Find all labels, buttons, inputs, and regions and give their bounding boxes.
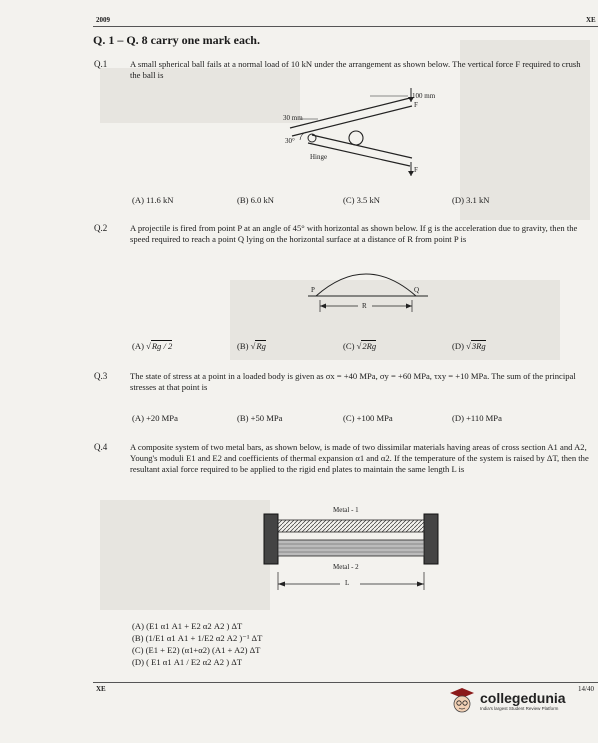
q1-force-top: F: [414, 101, 418, 109]
q3-number: Q.3: [94, 371, 108, 381]
footer-paper-code: XE: [96, 685, 106, 693]
q4-composite-bar-figure: [262, 512, 442, 594]
q2-option-c-prefix: (C): [343, 341, 355, 351]
q2-option-d-prefix: (D): [452, 341, 464, 351]
footer-page-number: 14/40: [578, 685, 594, 693]
q2-option-a-prefix: (A): [132, 341, 144, 351]
q4-option-d[interactable]: (D) ( E1 α1 A1 / E2 α2 A2 ) ΔT: [132, 657, 242, 667]
section-title: Q. 1 – Q. 8 carry one mark each.: [93, 33, 260, 47]
q1-option-c[interactable]: (C) 3.5 kN: [343, 195, 380, 205]
q4-length-label: L: [345, 579, 350, 587]
q1-option-a[interactable]: (A) 11.6 kN: [132, 195, 174, 205]
q3-option-a[interactable]: (A) +20 MPa: [132, 413, 178, 423]
q3-option-c[interactable]: (C) +100 MPa: [343, 413, 393, 423]
q2-option-d-radicand: 3Rg: [471, 341, 486, 351]
q3-text: The state of stress at a point in a loaded body is given as σx = +40 MPa, σy = +60 MPa, τxy = +10 MPa. The sum of the principal stresses at that point is: [130, 371, 576, 392]
watermark-brand: collegedunia: [480, 689, 566, 706]
q3-option-d[interactable]: (D) +110 MPa: [452, 413, 502, 423]
q2-option-b-prefix: (B): [237, 341, 249, 351]
q2-option-b[interactable]: (B) √Rg: [237, 341, 266, 351]
q4-number: Q.4: [94, 442, 108, 452]
q2-text: A projectile is fired from point P at an angle of 45° with horizontal as shown below. If g is the acceleration due to gravity, then the speed required to reach a point Q lying on the horizontal surface at a distance of R from point P is: [130, 223, 578, 244]
q4-metal1-label: Metal - 1: [333, 506, 359, 514]
q1-text: A small spherical ball fails at a normal load of 10 kN under the arrangement as shown below. The vertical force F required to crush the ball is: [130, 59, 581, 80]
q1-dim-left: 30 mm: [283, 114, 303, 122]
watermark-tagline: India's largest Student Review Platform: [480, 705, 559, 711]
q2-option-a-radicand: Rg / 2: [151, 341, 173, 351]
show-through-low: [100, 500, 270, 610]
year-label: 2009: [96, 16, 110, 24]
q1-angle: 30°: [285, 137, 295, 145]
paper-code-label: XE: [586, 16, 596, 24]
q2-option-b-radicand: Rg: [256, 341, 266, 351]
q1-dim-top: 100 mm: [412, 92, 436, 100]
q3-option-b[interactable]: (B) +50 MPa: [237, 413, 283, 423]
q2-number: Q.2: [94, 223, 108, 233]
q1-number: Q.1: [94, 59, 108, 69]
q4-option-a[interactable]: (A) (E1 α1 A1 + E2 α2 A2 ) ΔT: [132, 621, 243, 631]
q4-metal2-label: Metal - 2: [333, 563, 359, 571]
graduate-mascot-icon: [447, 685, 477, 715]
q2-option-a[interactable]: (A) √Rg / 2: [132, 341, 173, 351]
q1-option-d[interactable]: (D) 3.1 kN: [452, 195, 490, 205]
header-rule: [93, 26, 598, 27]
q2-point-p: P: [311, 286, 315, 294]
q4-option-b[interactable]: (B) (1/E1 α1 A1 + 1/E2 α2 A2 )⁻¹ ΔT: [132, 633, 263, 643]
q4-option-c[interactable]: (C) (E1 + E2) (α1+α2) (A1 + A2) ΔT: [132, 645, 261, 655]
q1-option-b[interactable]: (B) 6.0 kN: [237, 195, 274, 205]
q1-force-bottom: F: [414, 166, 418, 174]
q2-option-d[interactable]: (D) √3Rg: [452, 341, 486, 351]
q2-projectile-figure: [306, 268, 430, 316]
q2-option-c[interactable]: (C) √2Rg: [343, 341, 377, 351]
q2-range-r: R: [362, 302, 367, 310]
collegedunia-watermark: [447, 680, 587, 720]
q2-option-c-radicand: 2Rg: [362, 341, 377, 351]
q1-lever-figure: [270, 88, 470, 178]
q4-text: A composite system of two metal bars, as shown below, is made of two dissimilar materials having areas of cross section A1 and A2, Young's moduli E1 and E2 and coefficients of thermal expansion α1 and α2. If the temperature of the system is raised by ΔT, then the resultant axial force required to be applied to the rigid end plates to maintain the same length L is: [130, 442, 589, 474]
q1-hinge: Hinge: [310, 153, 328, 161]
q2-point-q: Q: [414, 286, 420, 294]
